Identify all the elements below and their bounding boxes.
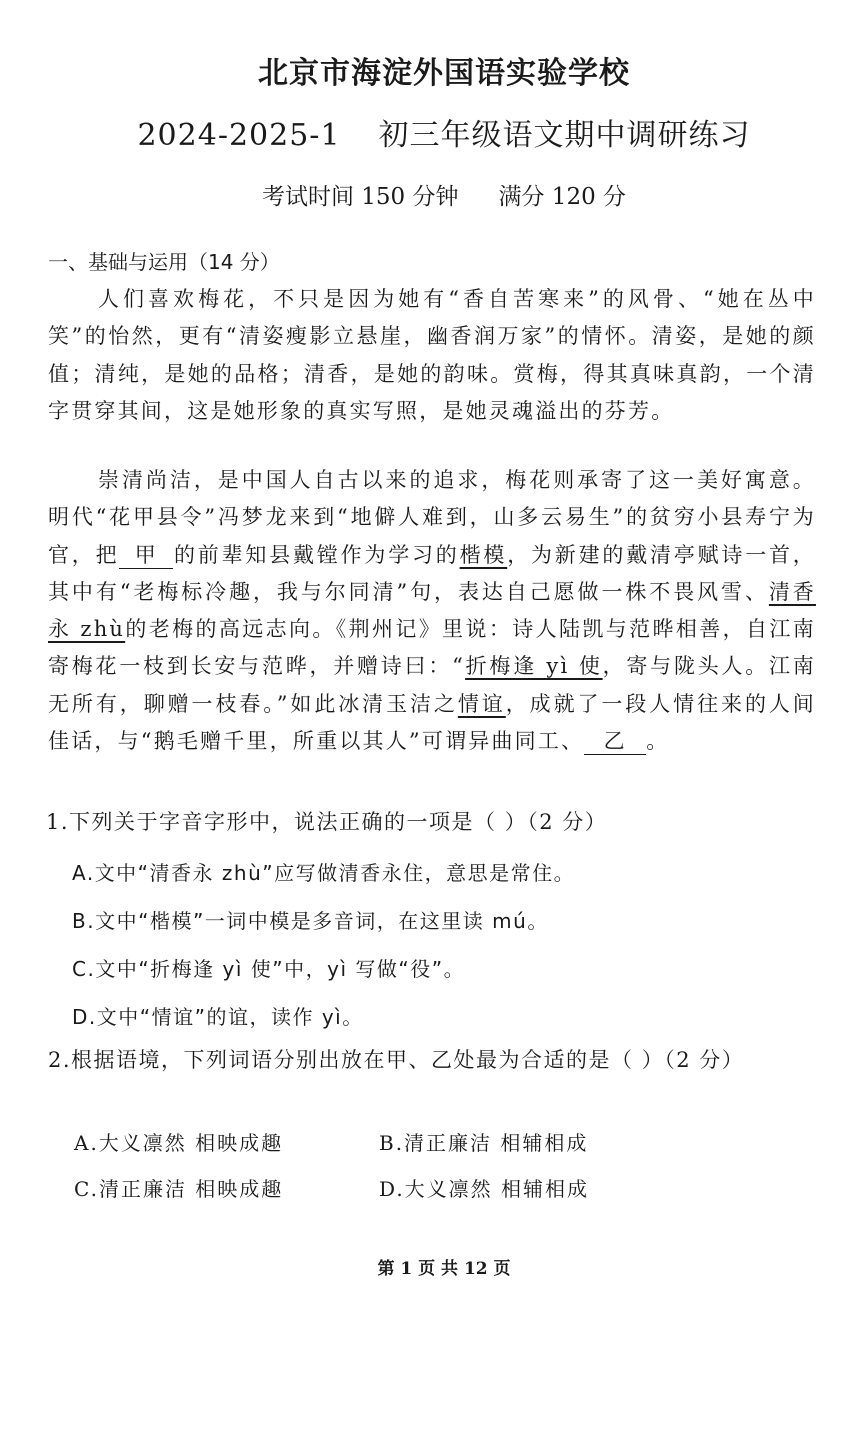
blank-yi: 乙 [584,728,646,755]
exam-time: 考试时间 150 分钟 [261,184,459,210]
question-1-option-b: B.文中“楷模”一词中模是多音词，在这里读 mú。 [72,909,549,933]
underlined-qingyi: 情谊 [457,691,506,716]
underlined-kaimo: 楷模 [459,542,508,567]
underlined-qingxiang-yongzhu: 清香永 zhù [48,579,816,642]
page-number: 第 1 页 共 12 页 [377,1259,511,1279]
exam-info [0,178,860,211]
question-1-stem: 1.下列关于字音字形中，说法正确的一项是（ ）（2 分） [46,810,608,834]
passage-text: ，寄与陇头人。江南无所有，聊赠一枝春。”如此冰清玉洁之 [48,654,817,716]
blank-jia: 甲 [119,542,173,569]
question-2-option-b: B.清正廉洁 相辅相成 [379,1131,589,1155]
passage-text: ，成就了一段人情往来的人间佳话，与“鹅毛赠千里，所重以其人”可谓异曲同工、 [48,691,816,754]
question-1-option-d: D.文中“情谊”的谊，读作 yì。 [72,1005,364,1029]
passage-paragraph-1: 人们喜欢梅花，不只是因为她有“香自苦寒来”的风骨、“她在丛中笑”的怡然，更有“清姿瘦影立悬崖，幽香润万家”的情怀。清姿，是她的颜值；清纯，是她的品格；清香，是她的韵味。赏梅，得其真味真韵，一个清字贯穿其间，这是她形象的真实写照，是她灵魂溢出的芬芳。 [48,287,816,423]
exam-title [0,110,860,154]
passage-text: 。 [646,729,670,754]
question-2-option-c: C.清正廉洁 相映成趣 [74,1177,284,1201]
exam-full-score: 满分 120 分 [498,184,627,210]
passage-text: 的前辈知县戴镗作为学习的 [173,542,460,567]
question-2-option-d: D.大义凛然 相辅相成 [379,1177,590,1201]
underlined-zhemei-fengyi-shi: 折梅逢 yì 使 [465,654,603,679]
passage-paragraph-2 [48,462,816,760]
question-2-stem: 2.根据语境，下列词语分别出放在甲、乙处最为合适的是（ ）（2 分） [48,1048,745,1072]
passage-text: ，为新建的戴清亭赋诗一首，其中有“老梅标冷趣，我与尔同清”句，表达自己愿做一株不畏风雪、 [48,542,816,604]
section-heading: 一、基础与运用（14 分） [48,250,280,274]
question-2-option-a: A.大义凛然 相映成趣 [74,1131,284,1155]
question-1-option-a: A.文中“清香永 zhù”应写做清香永住，意思是常住。 [72,861,576,885]
term-label: 2024-2025-1 [137,118,341,153]
question-1-option-c: C.文中“折梅逢 yì 使”中，yì 写做“役”。 [72,957,466,981]
school-name: 北京市海淀外国语实验学校 [258,56,630,91]
passage-text: 崇清尚洁，是中国人自古以来的追求，梅花则承寄了这一美好寓意。明代“花甲县令”冯梦龙来到“地僻人难到，山多云易生”的贫穷小县寿宁为官，把 [48,468,816,567]
passage-text: 的老梅的高远志向。《荆州记》里说：诗人陆凯与范晔相善，自江南寄梅花一枝到长安与范晔，并赠诗曰：“ [48,617,817,679]
exam-name: 初三年级语文期中调研练习 [378,118,751,153]
